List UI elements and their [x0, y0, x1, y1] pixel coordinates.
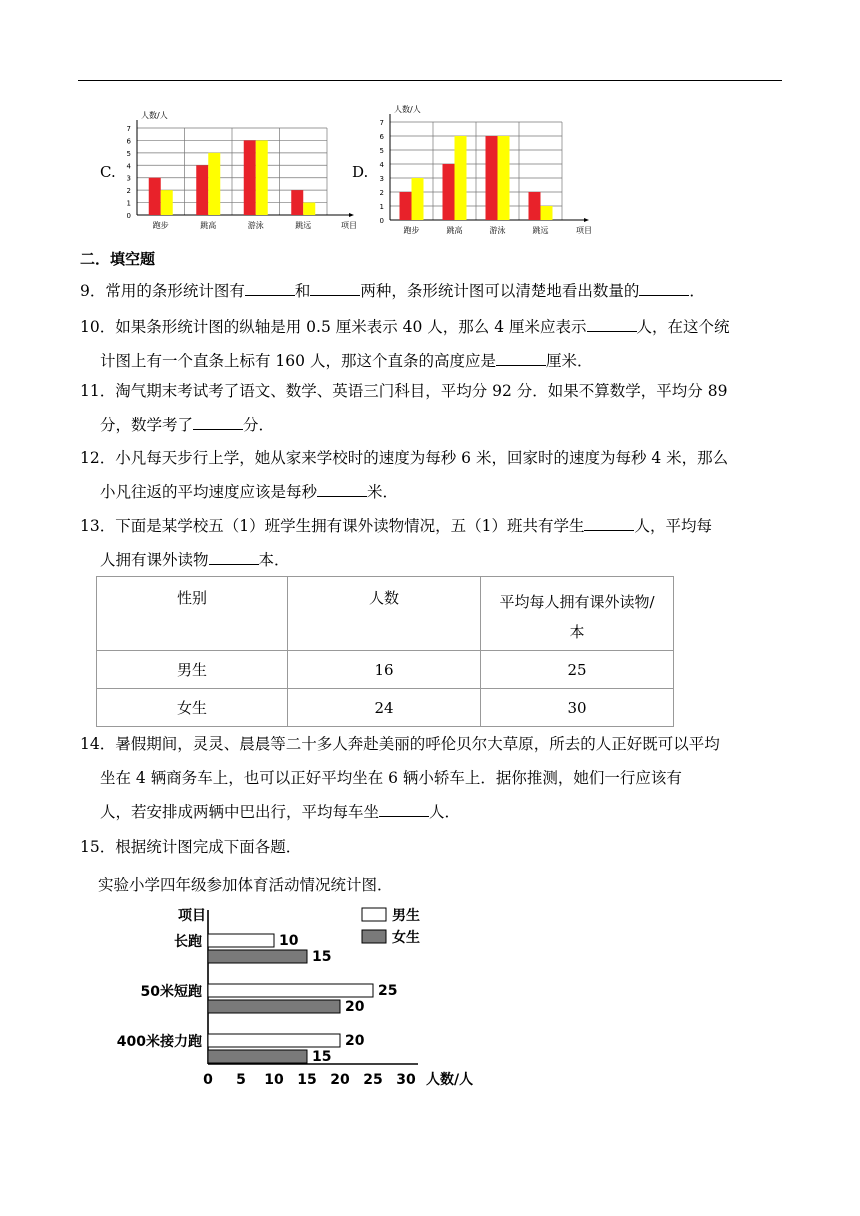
category-label: 长跑 [174, 934, 202, 950]
bar [455, 136, 467, 220]
y-tick-label: 5 [379, 147, 384, 155]
bar [486, 136, 498, 220]
bar [498, 136, 510, 220]
table-row [97, 689, 674, 727]
category-label: 跳远 [532, 226, 549, 235]
y-axis-label: 人数/人 [394, 105, 421, 114]
y-tick-label: 2 [379, 189, 384, 197]
answer-blank[interactable] [317, 482, 367, 497]
y-tick-label: 2 [126, 187, 131, 196]
category-label: 400米接力跑 [116, 1034, 202, 1050]
data-label: 25 [378, 983, 398, 999]
question-13: 13．下面是某学校五（1）班学生拥有课外读物情况，五（1）班共有学生 人，平均每 人拥有课外读物 本． [80, 517, 712, 569]
bar [208, 1000, 340, 1013]
legend-label: 男生 [392, 908, 420, 924]
y-tick-label: 6 [379, 133, 384, 141]
question-11: 11．淘气期末考试考了语文、数学、英语三门科目，平均分 92 分．如果不算数学，平均分 89 分，数学考了 分． [80, 382, 728, 434]
table-cell: 24 [288, 689, 481, 727]
bar [208, 950, 307, 963]
category-label: 游泳 [247, 221, 264, 230]
x-axis-label: 人数/人 [426, 1072, 474, 1088]
question-9: 9．常用的条形统计图有 和 两种，条形统计图可以清楚地看出数量的 ． [80, 282, 705, 300]
bar [149, 178, 161, 215]
header-rule [78, 80, 782, 81]
data-label: 20 [345, 999, 365, 1015]
data-label: 15 [312, 1049, 332, 1065]
y-tick-label: 3 [379, 175, 384, 183]
y-tick-label: 5 [126, 149, 131, 158]
table-header: 平均每人拥有课外读物/ 本 [481, 577, 674, 651]
answer-blank[interactable] [639, 281, 689, 296]
category-label: 跳远 [295, 221, 312, 230]
category-label: 跳高 [200, 221, 217, 230]
bar [303, 203, 315, 215]
bar [256, 140, 268, 215]
reading-table [96, 576, 674, 727]
question-14: 14．暑假期间，灵灵、晨晨等二十多人奔赴美丽的呼伦贝尔大草原，所去的人正好既可以平均 坐在 4 辆商务车上，也可以正好平均坐在 6 辆小轿车上．据你推测，她们一行应该有 人，若安排成两辆中巴出行，平均每车坐 人． [80, 735, 720, 821]
answer-blank[interactable] [379, 802, 429, 817]
x-axis-arrow [349, 213, 354, 217]
category-label: 游泳 [489, 226, 506, 235]
bar [529, 192, 541, 220]
table-header-row [97, 577, 674, 651]
y-tick-label: 0 [126, 212, 131, 220]
bar [208, 934, 274, 947]
x-axis-arrow [584, 218, 589, 222]
answer-blank[interactable] [209, 550, 259, 565]
answer-blank[interactable] [245, 281, 295, 296]
answer-blank[interactable] [496, 351, 546, 366]
category-label: 跑步 [152, 221, 169, 230]
bar [196, 165, 208, 215]
answer-blank[interactable] [310, 281, 360, 296]
bar [161, 190, 173, 215]
bar [208, 1050, 307, 1063]
category-label: 跑步 [403, 226, 420, 235]
bar [400, 192, 412, 220]
option-d-label: D. [352, 163, 369, 181]
answer-blank[interactable] [193, 415, 243, 430]
x-axis-label: 项目 [576, 226, 592, 235]
data-label: 10 [279, 933, 299, 949]
x-tick-label: 30 [396, 1072, 416, 1088]
question-10: 10．如果条形统计图的纵轴是用 0.5 厘米表示 40 人，那么 4 厘米应表示 人，在这个统 计图上有一个直条上标有 160 人，那这个直条的高度应是 厘米． [80, 318, 730, 370]
data-label: 20 [345, 1033, 365, 1049]
option-c-label: C. [100, 163, 116, 181]
bar [208, 153, 220, 215]
y-tick-label: 1 [379, 203, 384, 211]
x-tick-label: 25 [363, 1072, 383, 1088]
question-15: 15．根据统计图完成下面各题． [80, 838, 302, 856]
option-c-chart [115, 110, 355, 235]
x-tick-label: 10 [264, 1072, 284, 1088]
legend-swatch [362, 908, 386, 921]
y-axis-label: 人数/人 [141, 111, 168, 120]
y-tick-label: 4 [379, 161, 384, 169]
x-tick-label: 20 [330, 1072, 350, 1088]
table-row [97, 651, 674, 689]
y-axis-label: 项目 [178, 908, 206, 924]
table-cell: 16 [288, 651, 481, 689]
bar [244, 140, 256, 215]
chart-intro: 实验小学四年级参加体育活动情况统计图． [98, 876, 393, 894]
category-label: 跳高 [446, 226, 463, 235]
table-cell: 女生 [97, 689, 288, 727]
x-tick-label: 15 [297, 1072, 317, 1088]
table-cell: 30 [481, 689, 674, 727]
table-header: 性别 [97, 577, 288, 651]
x-axis-label: 项目 [341, 221, 357, 230]
y-tick-label: 6 [126, 137, 131, 146]
table-cell: 25 [481, 651, 674, 689]
answer-blank[interactable] [584, 516, 634, 531]
option-d-chart [368, 106, 593, 241]
data-label: 15 [312, 949, 332, 965]
bar [208, 984, 373, 997]
y-tick-label: 7 [379, 119, 384, 127]
bar [291, 190, 303, 215]
x-tick-label: 5 [236, 1072, 246, 1088]
bar [443, 164, 455, 220]
table-cell: 男生 [97, 651, 288, 689]
y-tick-label: 7 [126, 125, 131, 133]
category-label: 50米短跑 [140, 984, 202, 1000]
y-tick-label: 1 [126, 199, 131, 208]
bar [541, 206, 553, 220]
legend-label: 女生 [392, 930, 420, 946]
legend-swatch [362, 930, 386, 943]
answer-blank[interactable] [587, 317, 637, 332]
y-tick-label: 4 [126, 162, 131, 171]
y-tick-label: 3 [126, 174, 131, 183]
x-tick-label: 0 [203, 1072, 213, 1088]
bar [208, 1034, 340, 1047]
bar [412, 178, 424, 220]
y-tick-label: 0 [379, 217, 384, 225]
table-header: 人数 [288, 577, 481, 651]
section-title: 二．填空题 [80, 250, 156, 268]
question-12: 12．小凡每天步行上学，她从家来学校时的速度为每秒 6 米，回家时的速度为每秒 4 米，那么 小凡往返的平均速度应该是每秒 米． [80, 449, 729, 501]
sports-activity-chart [96, 898, 526, 1094]
